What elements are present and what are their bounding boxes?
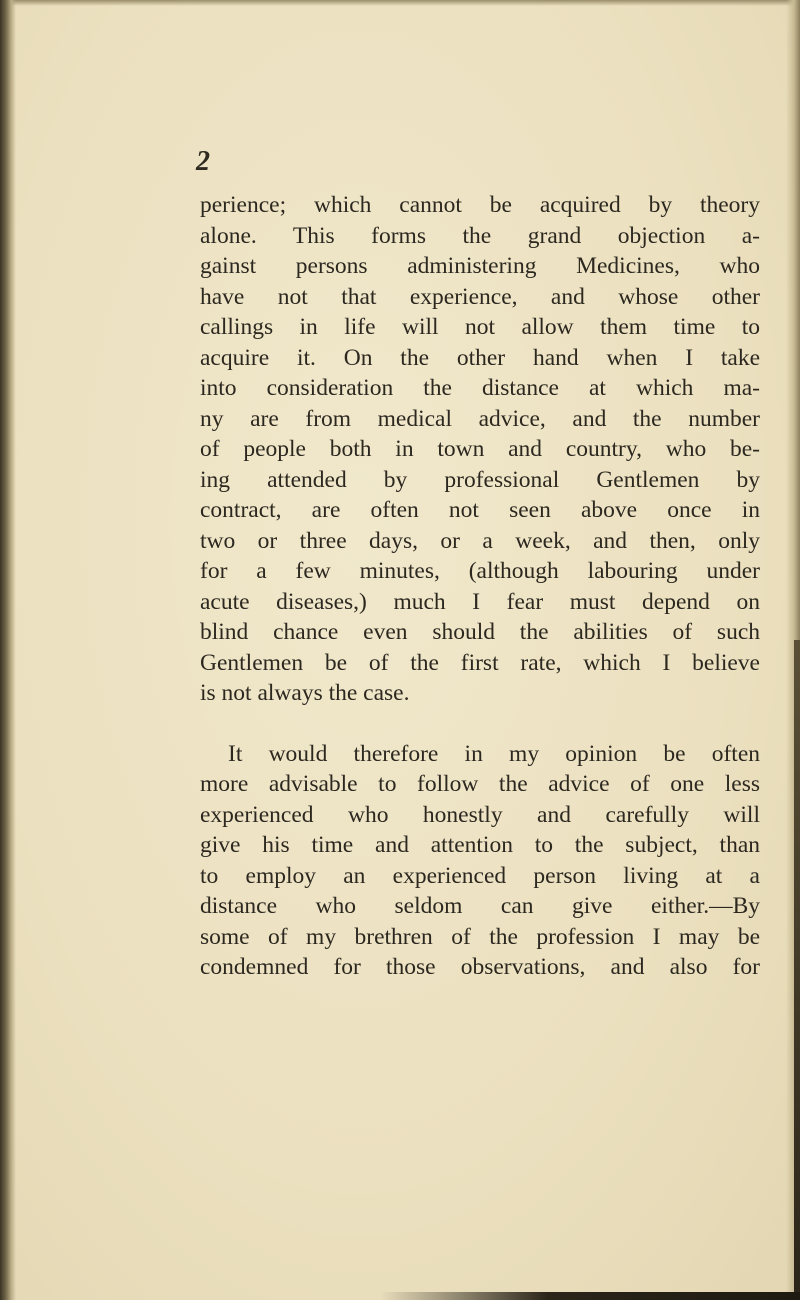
text-line: to employ an experienced person living at a	[200, 862, 760, 889]
text-line: Gentlemen be of the first rate, which I believe	[200, 649, 760, 676]
text-line: callings in life will not allow them time to	[200, 314, 760, 340]
body-text	[200, 190, 760, 983]
page-edge-top	[0, 0, 800, 6]
page-number: 2	[196, 146, 210, 177]
text-line: ing attended by professional Gentlemen by	[200, 466, 760, 493]
text-line: for a few minutes, (although labouring under	[200, 558, 760, 584]
text-line: more advisable to follow the advice of one less	[200, 771, 760, 797]
text-line: into consideration the distance at which ma-	[200, 375, 760, 401]
page-edge-shadow	[794, 640, 800, 1300]
text-line: blind chance even should the abilities of such	[200, 619, 760, 645]
text-line: some of my brethren of the profession I may be	[200, 923, 760, 950]
paragraph-1	[200, 190, 760, 709]
paragraph-gap	[200, 709, 760, 739]
text-line: two or three days, or a week, and then, only	[200, 527, 760, 554]
text-line: contract, are often not seen above once in	[200, 497, 760, 523]
text-line: acquire it. On the other hand when I take	[200, 344, 760, 371]
page-edge-bottom	[380, 1292, 800, 1300]
text-line: acute diseases,) much I fear must depend on	[200, 588, 760, 615]
text-line: ny are from medical advice, and the number	[200, 405, 760, 432]
text-line: give his time and attention to the subject, than	[200, 832, 760, 858]
text-line: It would therefore in my opinion be often	[228, 740, 760, 767]
text-line: is not always the case.	[200, 680, 410, 706]
paragraph-2	[200, 739, 760, 983]
text-line: have not that experience, and whose other	[200, 283, 760, 310]
book-gutter	[0, 0, 16, 1300]
text-line: condemned for those observations, and also for	[200, 954, 760, 980]
text-line: perience; which cannot be acquired by theory	[200, 192, 760, 218]
text-line: gainst persons administering Medicines, who	[200, 253, 760, 279]
text-line: of people both in town and country, who be-	[200, 436, 760, 462]
text-line: alone. This forms the grand objection a-	[200, 222, 760, 249]
text-line: distance who seldom can give either.—By	[200, 893, 760, 919]
text-line: experienced who honestly and carefully will	[200, 801, 760, 828]
